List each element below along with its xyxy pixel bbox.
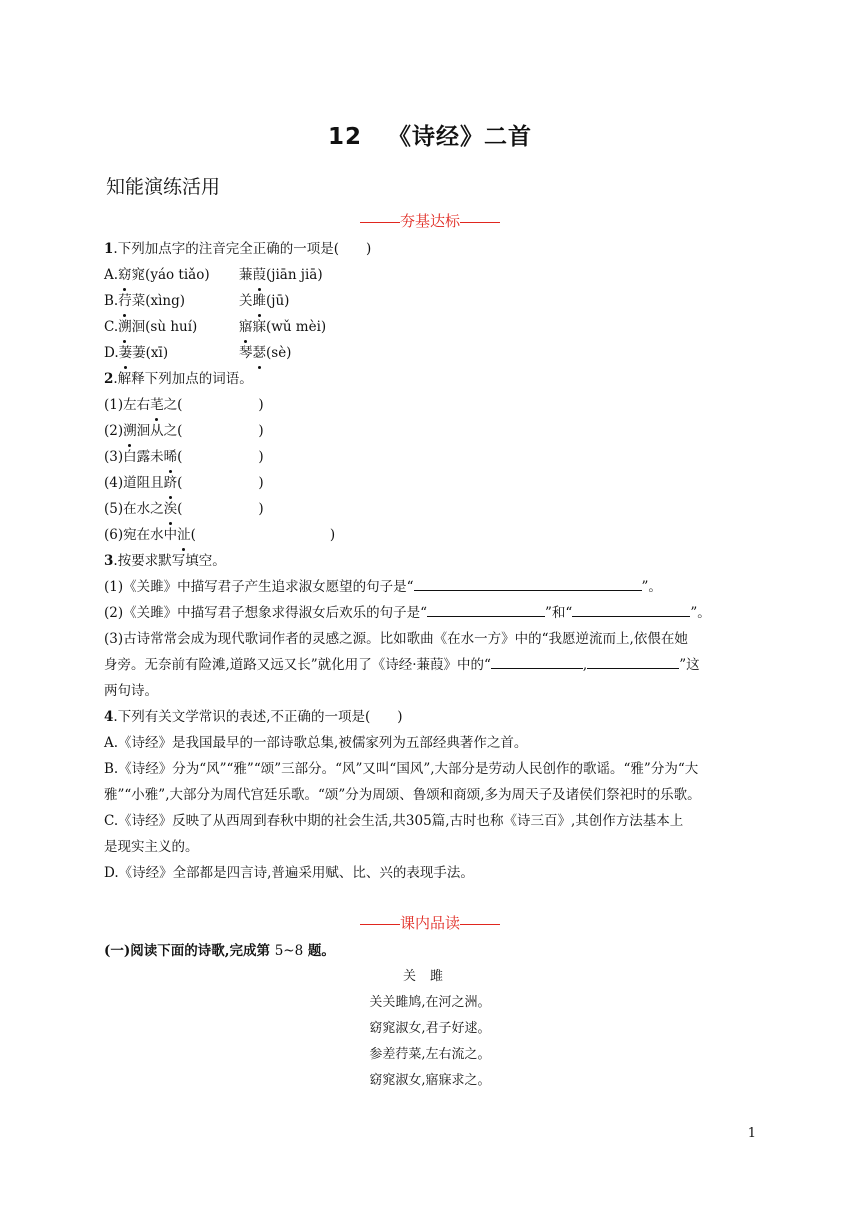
- q3-line-3a: (3)古诗常常会成为现代歌词作者的灵感之源。比如歌曲《在水一方》中的“我愿逆流而上,依偎在她: [104, 631, 688, 647]
- q2-stem: [104, 366, 764, 392]
- q3-stem: [104, 548, 764, 574]
- dotted-char: 瑟: [253, 340, 267, 366]
- q2-close-paren: ): [258, 397, 264, 413]
- q2-stem-text: .解释下列加点的词语。: [113, 371, 253, 387]
- reading-instruction-text: (一)阅读下面的诗歌,完成第: [104, 943, 275, 959]
- q1-option-label: A.: [104, 267, 119, 283]
- dotted-char: 雎: [253, 288, 267, 314]
- q1-option-text: 蒹: [239, 267, 253, 283]
- dotted-char: 葭: [253, 262, 267, 288]
- q2-close-paren: ): [258, 423, 264, 439]
- q1-option-text: 洄(sù huí): [131, 319, 198, 335]
- fill-blank[interactable]: [414, 574, 642, 591]
- dotted-char: 沚: [177, 522, 191, 548]
- q2-close-paren: ): [258, 501, 264, 517]
- q3-text: ”这: [679, 657, 700, 673]
- q1-option-d: [104, 340, 764, 366]
- q2-item: [104, 444, 764, 470]
- banner-reading-label: 课内品读: [399, 914, 460, 932]
- q1-stem: [104, 236, 764, 262]
- q2-item-text: 之(: [163, 397, 183, 413]
- q1-option-text: (jū): [266, 293, 290, 309]
- poem-line: 窈窕淑女,寤寐求之。: [369, 1073, 491, 1088]
- q2-item-text: (: [177, 501, 183, 517]
- q1-option-c: [104, 314, 764, 340]
- q2-number: 2: [104, 371, 114, 387]
- q2-item: [104, 418, 764, 444]
- q2-item: [104, 392, 764, 418]
- dotted-char: 窈: [118, 262, 132, 288]
- q3-text: (2)《关雎》中描写君子想象求得淑女后欢乐的句子是“: [104, 605, 428, 621]
- q2-item-text: (6)宛在水中: [104, 527, 178, 543]
- q3-text: ”。: [690, 605, 711, 621]
- q1-option-text: 寐(wǔ mèi): [252, 319, 327, 335]
- fill-blank[interactable]: [491, 652, 583, 669]
- q2-item: [104, 470, 764, 496]
- dotted-char: 晞: [164, 444, 178, 470]
- section-heading: 知能演练活用: [106, 176, 221, 198]
- reading-question-range: 5~8: [274, 943, 304, 959]
- reading-instruction: [104, 938, 764, 964]
- q2-item-text: 洄从之(: [136, 423, 183, 439]
- q1-option-a: [104, 262, 764, 288]
- banner-basic: [0, 210, 860, 231]
- fill-blank[interactable]: [587, 652, 679, 669]
- lesson-title-text: 《诗经》二首: [388, 124, 532, 150]
- banner-rule-right: [460, 222, 500, 223]
- dotted-char: 跻: [164, 470, 178, 496]
- q1-option-text: 萋(xī): [132, 345, 169, 361]
- banner-rule-right: [460, 924, 500, 925]
- q3-line-1: [104, 574, 764, 600]
- q2-close-paren: ): [329, 527, 336, 543]
- dotted-char: 溯: [123, 418, 137, 444]
- q1-number: 1: [104, 241, 114, 257]
- q4-stem: [104, 704, 764, 730]
- q2-item: [104, 496, 764, 522]
- q2-item-text: (2): [104, 423, 124, 439]
- poem-line: 窈窕淑女,君子好逑。: [369, 1021, 491, 1036]
- dotted-char: 荇: [118, 288, 132, 314]
- q2-item-text: (4)道阻且: [104, 475, 164, 491]
- banner-basic-label: 夯基达标: [399, 212, 460, 230]
- q2-item: [104, 522, 764, 548]
- q2-item-text: (: [190, 527, 196, 543]
- q1-option-label: D.: [104, 345, 119, 361]
- poem-line: 参差荇菜,左右流之。: [369, 1047, 491, 1062]
- dotted-char: 涘: [164, 496, 178, 522]
- q1-option-text: 琴: [239, 345, 253, 361]
- banner-rule-left: [360, 924, 400, 925]
- q1-stem-text: .下列加点字的注音完全正确的一项是( ): [113, 241, 372, 257]
- q3-line-2: [104, 600, 764, 626]
- dotted-char: 芼: [150, 392, 164, 418]
- q3-text: (1)《关雎》中描写君子产生追求淑女愿望的句子是“: [104, 579, 414, 595]
- q1-option-text: 菜(xìng): [131, 293, 186, 309]
- q1-option-label: C.: [104, 319, 119, 335]
- q3-text: ”。: [641, 579, 662, 595]
- q4-option-line: 雅”“小雅”,大部分为周代宫廷乐歌。“颂”分为周颂、鲁颂和商颂,多为周天子及诸侯们祭祀时的乐歌。: [104, 787, 701, 803]
- q1-option-text: 关: [239, 293, 253, 309]
- dotted-char: 寤: [239, 314, 253, 340]
- lesson-title: [0, 118, 860, 151]
- lesson-number: 12: [327, 124, 362, 150]
- q1-option-text: (jiān jiā): [266, 267, 323, 283]
- q2-item-text: (: [177, 475, 183, 491]
- q3-line-3c: 两句诗。: [104, 683, 158, 699]
- reading-instruction-text: 题。: [303, 943, 335, 959]
- q1-option-b: [104, 288, 764, 314]
- q4-option-line: B.《诗经》分为“风”“雅”“颂”三部分。“风”又叫“国风”,大部分是劳动人民创作的歌谣。“雅”分为“大: [104, 761, 699, 777]
- q2-item-text: (5)在水之: [104, 501, 164, 517]
- q3-text: 身旁。无奈前有险滩,道路又远又长”就化用了《诗经·蒹葭》中的“: [104, 657, 491, 673]
- banner-reading: [0, 912, 860, 933]
- q1-option-label: B.: [104, 293, 119, 309]
- poem-line: 关关雎鸠,在河之洲。: [369, 995, 491, 1010]
- q4-option-line: 是现实主义的。: [104, 839, 199, 855]
- dotted-char: 溯: [118, 314, 132, 340]
- q1-option-text: 窕(yáo tiǎo): [131, 267, 210, 283]
- q3-text: ,: [582, 657, 588, 673]
- q3-stem-text: .按要求默写填空。: [113, 553, 226, 569]
- q2-item-text: (1)左右: [104, 397, 151, 413]
- q4-stem-text: .下列有关文学常识的表述,不正确的一项是( ): [113, 709, 403, 725]
- q2-close-paren: ): [258, 449, 264, 465]
- q3-number: 3: [104, 553, 114, 569]
- q2-item-text: (3)白露未: [104, 449, 164, 465]
- q3-line-3b: [104, 652, 764, 678]
- q4-option-line: A.《诗经》是我国最早的一部诗歌总集,被儒家列为五部经典著作之首。: [104, 735, 528, 751]
- q3-text: ”和“: [545, 605, 573, 621]
- q2-item-text: (: [177, 449, 183, 465]
- q4-option-line: C.《诗经》反映了从西周到春秋中期的社会生活,共305篇,古时也称《诗三百》,其创作方法基本上: [104, 813, 684, 829]
- reading-intro: [104, 938, 764, 964]
- banner-rule-left: [360, 222, 400, 223]
- fill-blank[interactable]: [427, 600, 545, 617]
- poem: [0, 964, 860, 1094]
- dotted-char: 萋: [119, 340, 133, 366]
- poem-title: 关雎: [402, 969, 457, 984]
- page-number: 1: [747, 1126, 756, 1141]
- fill-blank[interactable]: [572, 600, 690, 617]
- q1-option-text: (sè): [266, 345, 292, 361]
- questions-block: [104, 236, 764, 886]
- q4-number: 4: [104, 709, 114, 725]
- q4-option-line: D.《诗经》全部都是四言诗,普遍采用赋、比、兴的表现手法。: [104, 865, 474, 881]
- q2-close-paren: ): [258, 475, 264, 491]
